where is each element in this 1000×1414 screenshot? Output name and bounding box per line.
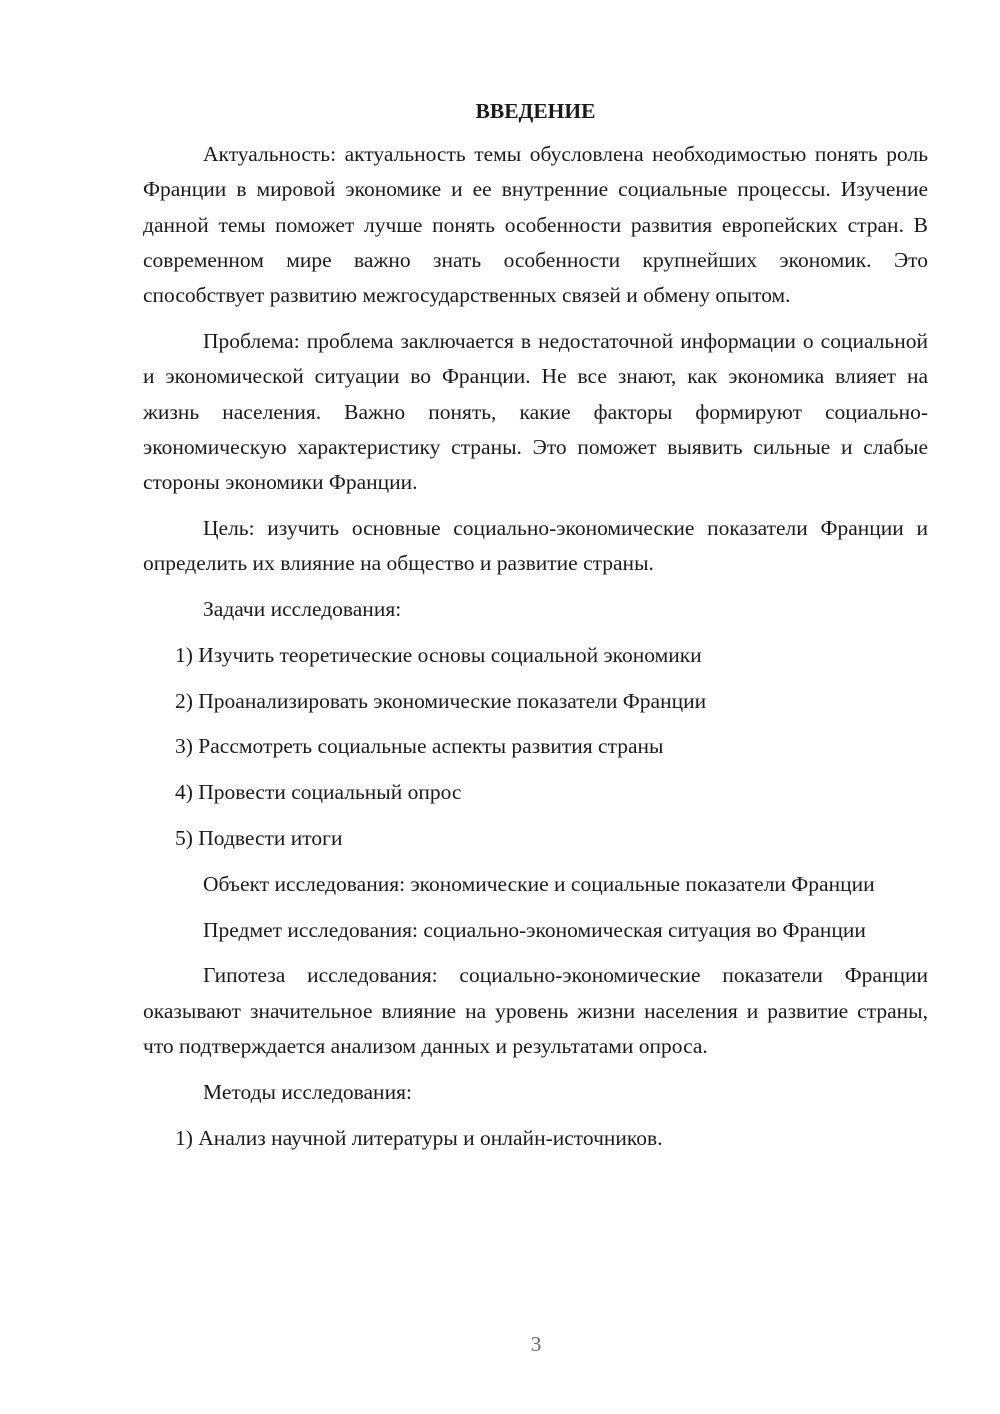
paragraph-object: Объект исследования: экономические и социальные показатели Франции xyxy=(203,871,875,896)
list-item: 5) Подвести итоги xyxy=(175,826,343,851)
methods-label: Методы исследования: xyxy=(203,1079,412,1104)
page-number: 3 xyxy=(530,1332,542,1356)
tasks-list xyxy=(143,638,928,856)
paragraph-hypothesis: Гипотеза исследования: социально-экономические показатели Франции оказывают значительное влияние на уровень жизни населения и развитие страны, что подтверждается анализом данных и результатами опроса. xyxy=(143,963,928,1059)
list-item: 1) Анализ научной литературы и онлайн-источников. xyxy=(175,1125,663,1150)
paragraph-relevance: Актуальность: актуальность темы обусловлена необходимостью понять роль Франции в мировой экономике и ее внутренние социальные процессы. Изучение данной темы поможет лучше понять особенности развития европейских стран. В современном мире важно знать особенности крупнейших экономик. Это способствует развитию межгосударственных связей и обмену опытом. xyxy=(143,142,928,308)
paragraph-subject: Предмет исследования: социально-экономическая ситуация во Франции xyxy=(203,917,866,942)
list-item: 4) Провести социальный опрос xyxy=(175,780,462,805)
paragraph-goal: Цель: изучить основные социально-экономические показатели Франции и определить их влияние на общество и развитие страны. xyxy=(143,515,928,576)
paragraph-problem: Проблема: проблема заключается в недостаточной информации о социальной и экономической ситуации во Франции. Не все знают, как экономика влияет на жизнь населения. Важно понять, какие факторы формируют социально-экономическую характеристику страны. Это поможет выявить сильные и слабые стороны экономики Франции. xyxy=(143,328,928,495)
methods-list xyxy=(143,1121,928,1156)
list-item: 1) Изучить теоретические основы социальной экономики xyxy=(175,642,702,667)
page-content xyxy=(143,95,928,1166)
list-item: 3) Рассмотреть социальные аспекты развития страны xyxy=(175,734,664,759)
list-item: 2) Проанализировать экономические показатели Франции xyxy=(175,688,707,713)
section-heading: ВВЕДЕНИЕ xyxy=(475,99,596,123)
tasks-label: Задачи исследования: xyxy=(203,597,402,622)
